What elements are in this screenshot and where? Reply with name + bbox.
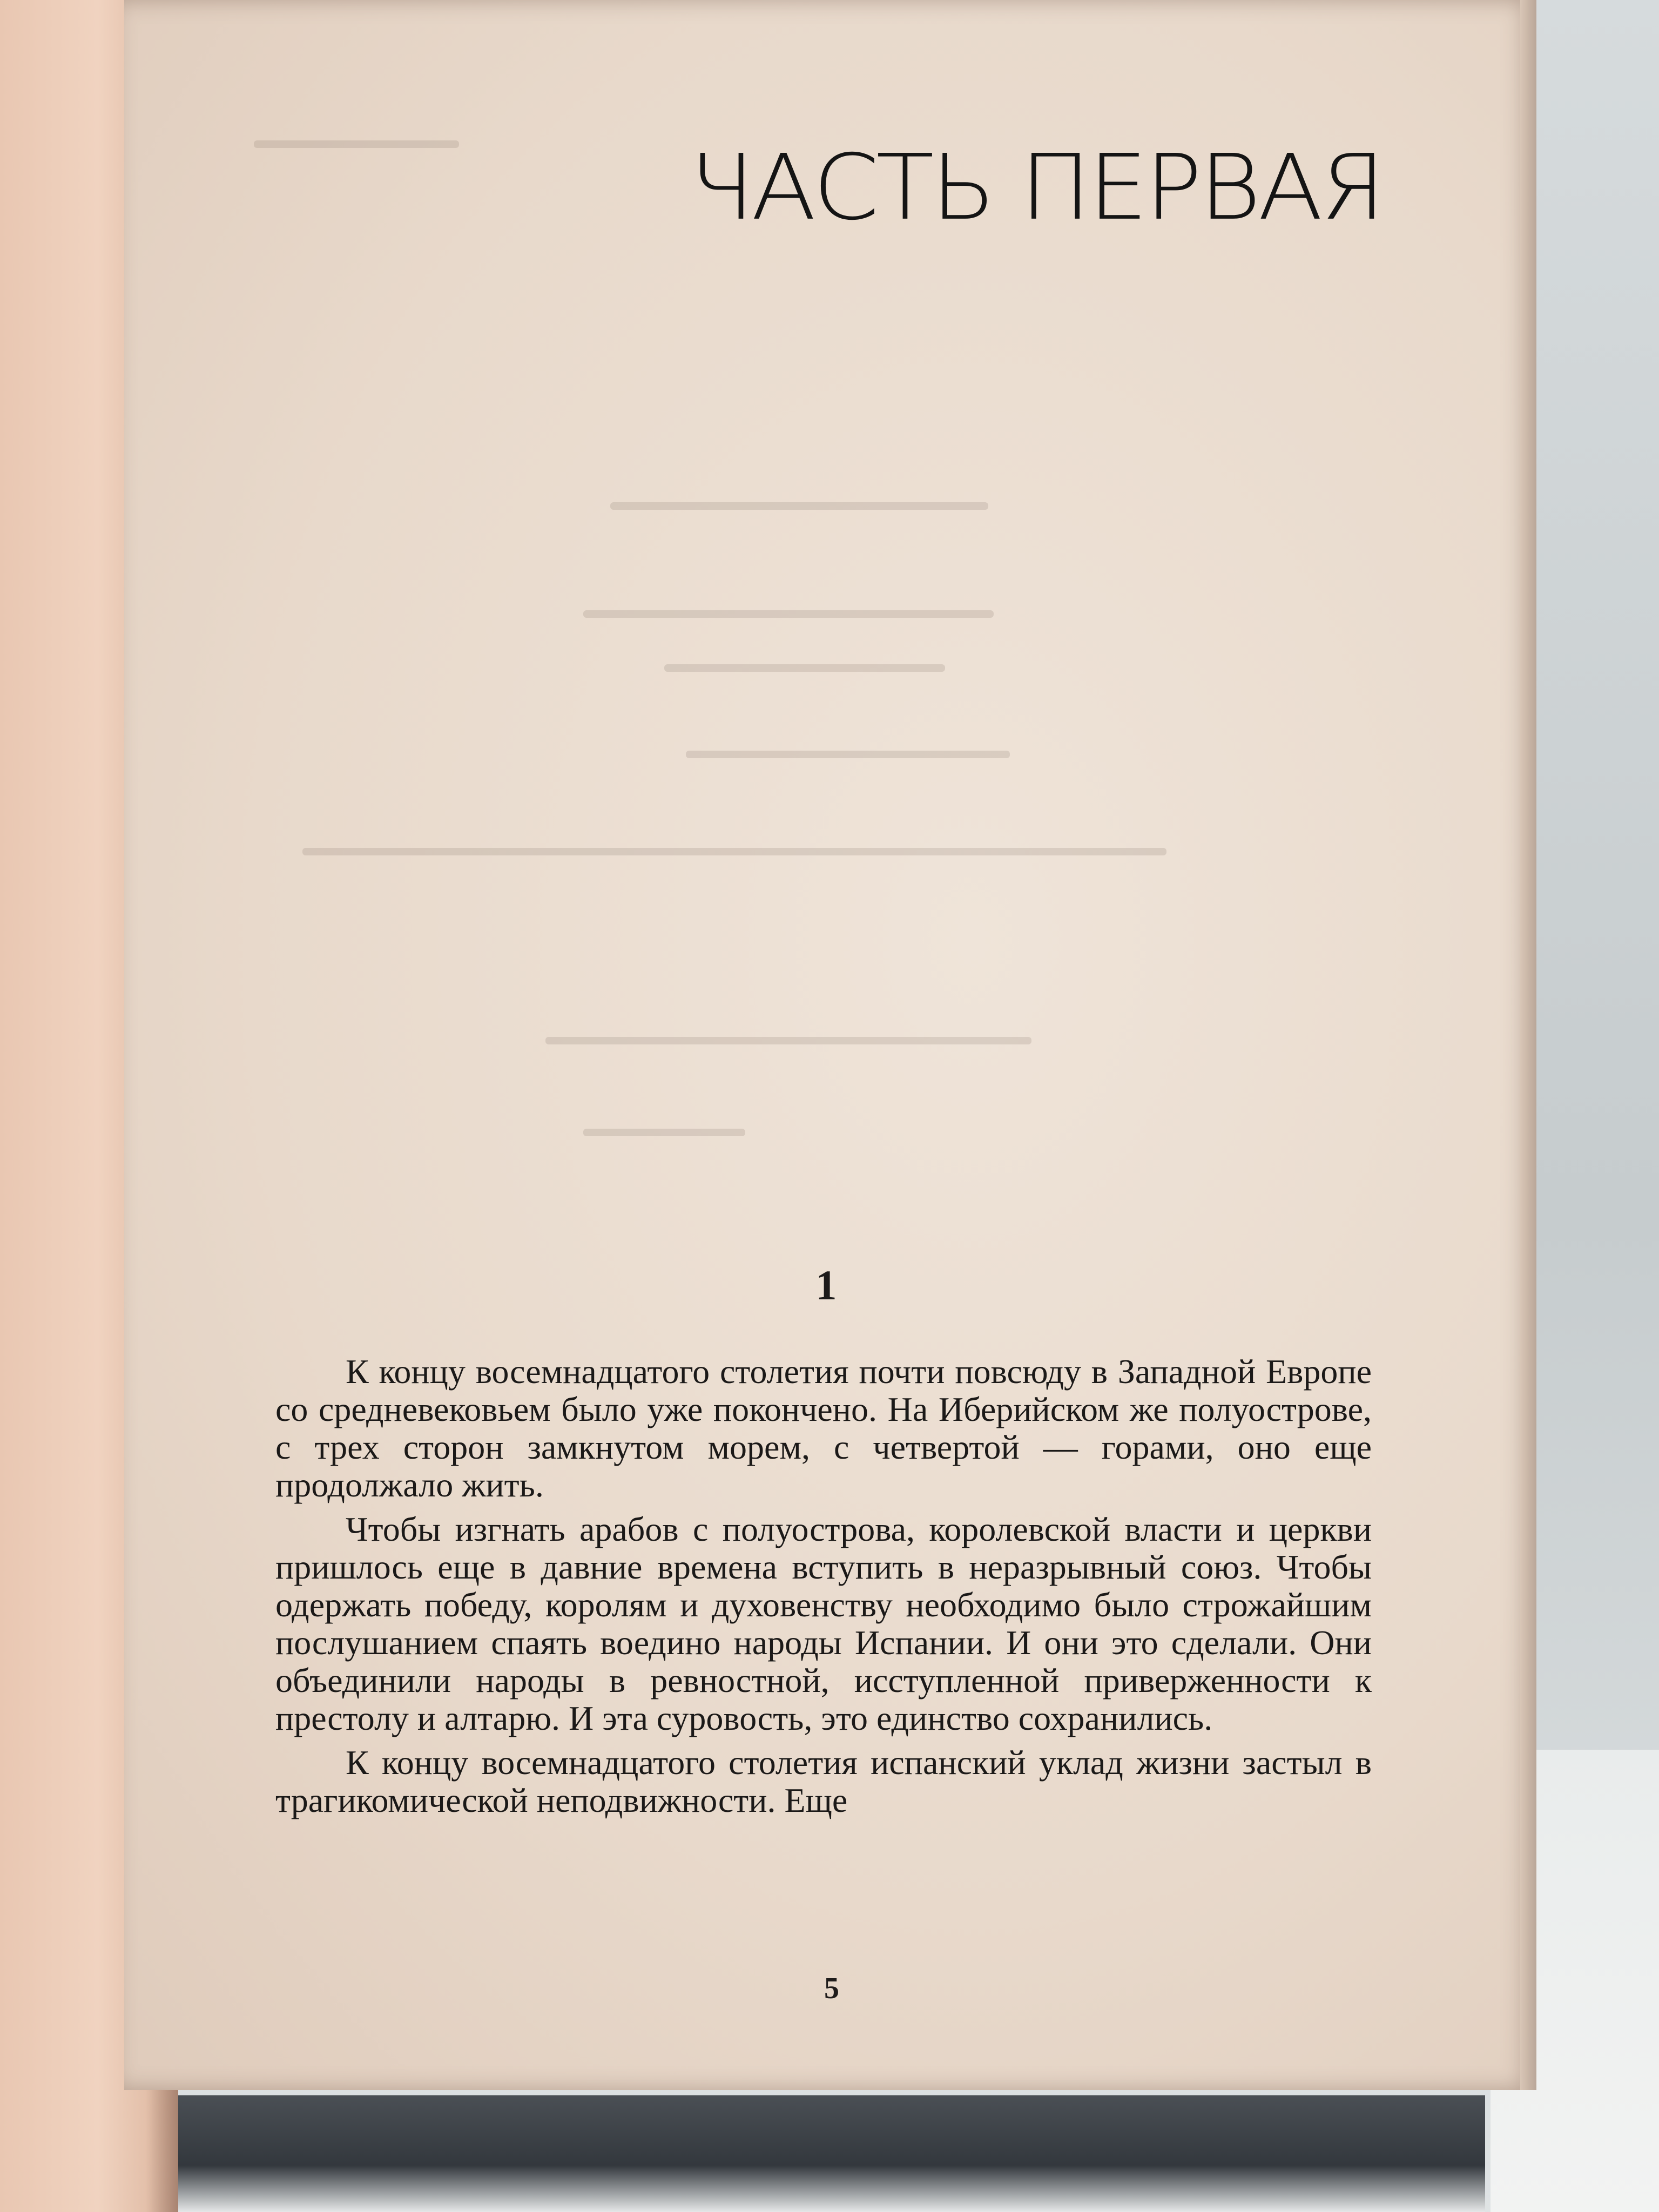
paragraph: К концу восемнадцатого столетия почти повсюду в Западной Европе со средневековьем было уже покончено. На Иберийском же полуострове, с трех сторон замкнутом морем, с четвертой — горами, оно еще продолжало жить. [275, 1352, 1372, 1504]
show-through-mark [254, 140, 459, 148]
page-edge [1520, 0, 1536, 2090]
show-through-mark [302, 848, 1166, 855]
show-through-mark [545, 1037, 1031, 1044]
paragraph: Чтобы изгнать арабов с полуострова, королевской власти и церкви пришлось еще в давние времена вступить в неразрывный союз. Чтобы одержать победу, королям и духовенству необходимо было строжайшим послушанием спаять воедино народы Испании. И они это сделали. Они объединили народы в ревностной, исступленной приверженности к престолу и алтарю. И эта суровость, это единство сохранились. [275, 1510, 1372, 1737]
show-through-mark [583, 1129, 745, 1136]
show-through-mark [610, 502, 988, 510]
body-text [275, 1353, 1372, 1826]
show-through-mark [686, 751, 1010, 758]
page-number: 5 [824, 1972, 839, 2005]
show-through-mark [664, 664, 945, 672]
book-cover-edge [135, 2095, 1485, 2212]
paragraph: К концу восемнадцатого столетия испанский уклад жизни застыл в трагикомической неподвижности. Еще [275, 1743, 1372, 1819]
chapter-number: 1 [815, 1262, 837, 1309]
part-title: ЧАСТЬ ПЕРВАЯ [689, 135, 1382, 240]
show-through-mark [583, 610, 994, 618]
